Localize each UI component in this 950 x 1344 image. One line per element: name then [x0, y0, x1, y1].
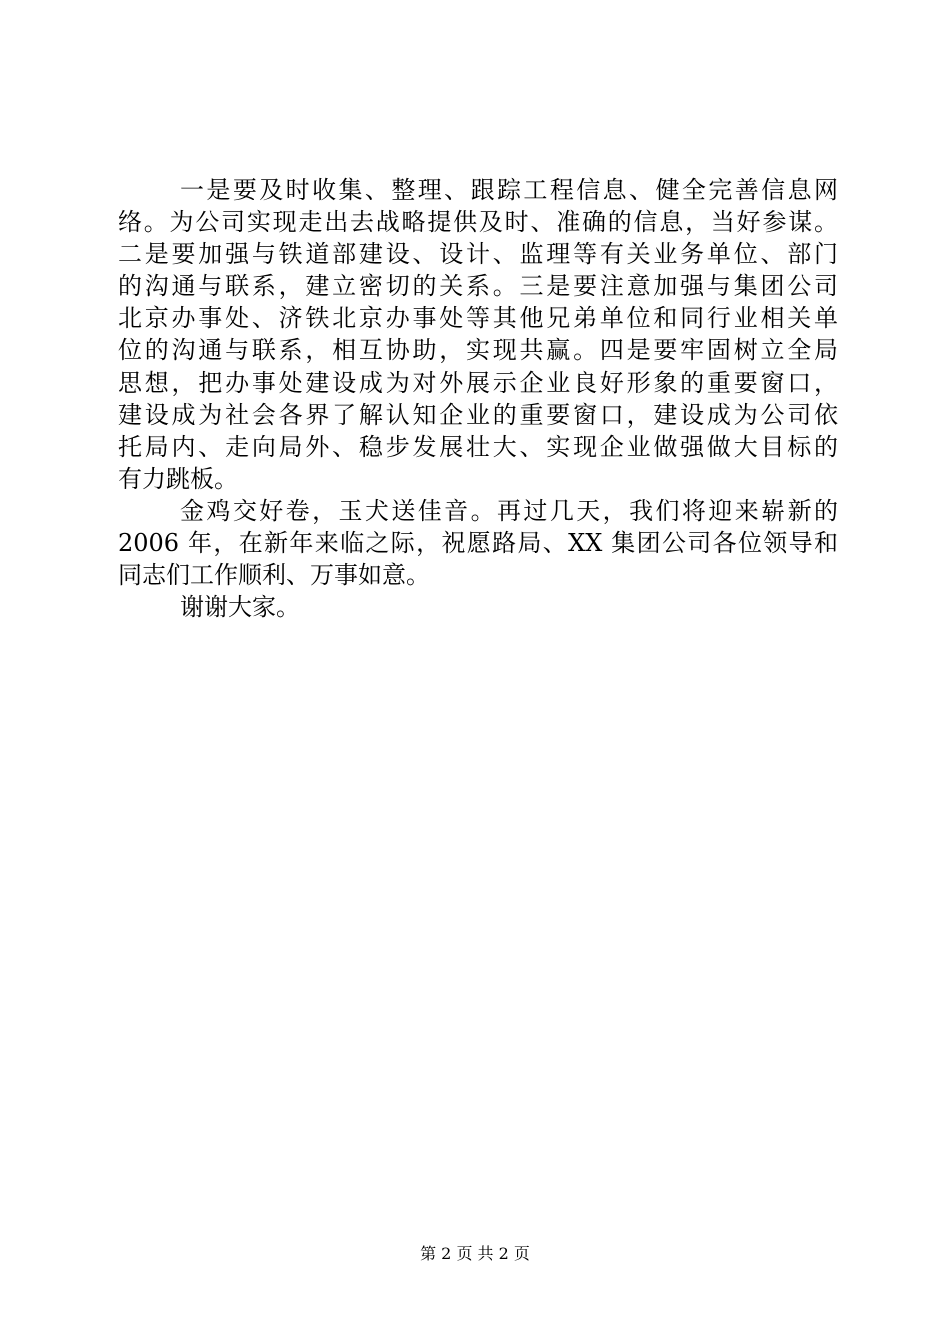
paragraph-1-line-3: 二是要加强与铁道部建设、设计、监理等有关业务单位、部门 — [118, 240, 838, 269]
paragraph-1-line-6: 位的沟通与联系，相互协助，实现共赢。四是要牢固树立全局 — [118, 336, 838, 365]
paragraph-2-line-1: 金鸡交好卷，玉犬送佳音。再过几天，我们将迎来崭新的 — [180, 496, 838, 525]
paragraph-1-line-9: 托局内、走向局外、稳步发展壮大、实现企业做强做大目标的 — [118, 432, 838, 461]
page-footer: 第 2 页 共 2 页 — [420, 1244, 530, 1263]
paragraph-1-line-7: 思想，把办事处建设成为对外展示企业良好形象的重要窗口， — [118, 368, 838, 397]
paragraph-1-line-8: 建设成为社会各界了解认知企业的重要窗口，建设成为公司依 — [118, 400, 838, 429]
paragraph-3-line-1: 谢谢大家。 — [180, 593, 300, 622]
paragraph-1-line-10: 有力跳板。 — [118, 464, 238, 493]
paragraph-2-line-2: 2006 年，在新年来临之际，祝愿路局、XX 集团公司各位领导和 — [118, 529, 838, 558]
document-body — [118, 174, 838, 623]
paragraph-1-line-1: 一是要及时收集、整理、跟踪工程信息、健全完善信息网 — [180, 176, 838, 204]
paragraph-1-line-5: 北京办事处、济铁北京办事处等其他兄弟单位和同行业相关单 — [118, 304, 838, 333]
paragraph-1-line-2: 络。为公司实现走出去战略提供及时、准确的信息，当好参谋。 — [118, 208, 838, 237]
paragraph-2-line-3: 同志们工作顺利、万事如意。 — [118, 561, 430, 590]
paragraph-1-line-4: 的沟通与联系，建立密切的关系。三是要注意加强与集团公司 — [118, 272, 838, 301]
